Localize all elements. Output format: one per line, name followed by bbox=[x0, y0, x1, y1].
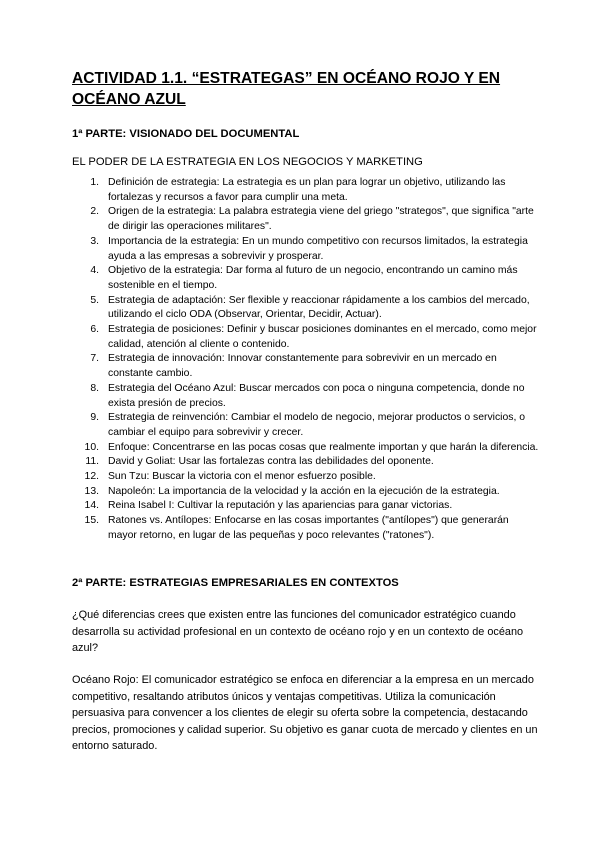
list-item bbox=[72, 235, 540, 264]
strategy-list bbox=[72, 176, 540, 544]
list-item-number: 9. bbox=[90, 412, 99, 424]
list-item-text: Napoleón: La importancia de la velocidad y la acción en la ejecución de la estrategia. bbox=[108, 485, 500, 497]
list-item-text: David y Goliat: Usar las fortalezas contra las debilidades del oponente. bbox=[108, 456, 434, 468]
list-item-number: 3. bbox=[90, 235, 99, 247]
list-item bbox=[72, 485, 540, 500]
list-item-text: Definición de estrategia: La estrategia es un plan para lograr un objetivo, utilizando las fortalezas y recursos a favor para cumplir una meta. bbox=[108, 177, 506, 203]
list-item bbox=[72, 514, 540, 543]
list-item-number: 1. bbox=[90, 177, 99, 188]
list-item bbox=[72, 323, 540, 352]
list-item-number: 11. bbox=[85, 456, 99, 468]
list-item-number: 6. bbox=[90, 324, 99, 336]
list-item-text: Origen de la estrategia: La palabra estrategia viene del griego "strategos", que significa "arte de dirigir las operaciones militares". bbox=[108, 206, 534, 233]
list-item-number: 4. bbox=[90, 265, 99, 277]
part2-question: ¿Qué diferencias crees que existen entre las funciones del comunicador estratégico cuando desarrolla su actividad profesional en un contexto de océano rojo y en un contexto de océano azul? bbox=[72, 609, 524, 654]
list-item-text: Enfoque: Concentrarse en las pocas cosas que realmente importan y que harán la diferencia. bbox=[108, 441, 539, 453]
list-item-number: 8. bbox=[90, 382, 99, 394]
list-item-text: Sun Tzu: Buscar la victoria con el menor esfuerzo posible. bbox=[108, 471, 376, 483]
list-item bbox=[72, 499, 540, 514]
list-item bbox=[72, 411, 540, 440]
list-item-number: 10. bbox=[84, 441, 99, 453]
document-title: ACTIVIDAD 1.1. “ESTRATEGAS” EN OCÉANO ROJO Y EN OCÉANO AZUL bbox=[72, 70, 501, 108]
list-item bbox=[72, 441, 540, 456]
part1-heading: 1ª PARTE: VISIONADO DEL DOCUMENTAL bbox=[72, 128, 300, 140]
list-item-text: Reina Isabel I: Cultivar la reputación y las apariencias para ganar victorias. bbox=[108, 500, 453, 512]
part1-subheading: EL PODER DE LA ESTRATEGIA EN LOS NEGOCIOS Y MARKETING bbox=[72, 156, 423, 168]
list-item bbox=[72, 382, 540, 411]
list-item-text: Estrategia de reinvención: Cambiar el modelo de negocio, mejorar productos o servicios, o cambiar el equipo para sobrevivir y crecer. bbox=[108, 412, 525, 438]
list-item-number: 7. bbox=[90, 353, 99, 365]
list-item bbox=[72, 352, 540, 381]
list-item-text: Importancia de la estrategia: En un mundo competitivo con recursos limitados, la estrategia ayuda a las empresas a sobrevivir y prosperar. bbox=[108, 235, 528, 262]
list-item-number: 14. bbox=[84, 500, 99, 512]
list-item bbox=[72, 455, 540, 470]
red-ocean-answer: Océano Rojo: El comunicador estratégico se enfoca en diferenciar a la empresa en un mercado competitivo, resaltando atributos únicos y ventajas competitivas. Utiliza la comunicación persuasiva para convencer a los clientes de elegir su oferta sobre la competencia, destacando precios, promociones y calidad superior. Su objetivo es ganar cuota de mercado y clientes en un entorno saturado. bbox=[72, 674, 538, 752]
list-item-text: Estrategia de innovación: Innovar constantemente para sobrevivir en un mercado en constante cambio. bbox=[108, 353, 497, 380]
list-item-number: 5. bbox=[90, 294, 99, 306]
list-item-text: Estrategia del Océano Azul: Buscar mercados con poca o ninguna competencia, donde no exista presión de precios. bbox=[108, 382, 525, 409]
list-item bbox=[72, 470, 540, 485]
list-item-number: 13. bbox=[84, 485, 99, 497]
list-item bbox=[72, 205, 540, 234]
list-item bbox=[72, 264, 540, 293]
list-item-number: 15. bbox=[84, 515, 99, 527]
document-page bbox=[72, 68, 540, 752]
list-item-number: 12. bbox=[84, 471, 99, 483]
part2-heading: 2ª PARTE: ESTRATEGIAS EMPRESARIALES EN CONTEXTOS bbox=[72, 577, 399, 589]
list-item-text: Estrategia de adaptación: Ser flexible y reaccionar rápidamente a los cambios del mercado, utilizando el ciclo ODA (Observar, Orientar, Decidir, Actuar). bbox=[108, 294, 530, 321]
list-item bbox=[72, 294, 540, 323]
list-item-text: Estrategia de posiciones: Definir y buscar posiciones dominantes en el mercado, como mejor calidad, atención al cliente o contenido. bbox=[108, 324, 537, 350]
list-item-text: Ratones vs. Antílopes: Enfocarse en las cosas importantes ("antílopes") que generarán mayor retorno, en lugar de las pequeñas y poco relevantes ("ratones"). bbox=[108, 515, 509, 541]
list-item-text: Objetivo de la estrategia: Dar forma al futuro de un negocio, encontrando un camino más sostenible en el tiempo. bbox=[108, 265, 518, 291]
list-item bbox=[72, 176, 540, 205]
list-item-number: 2. bbox=[90, 206, 99, 218]
